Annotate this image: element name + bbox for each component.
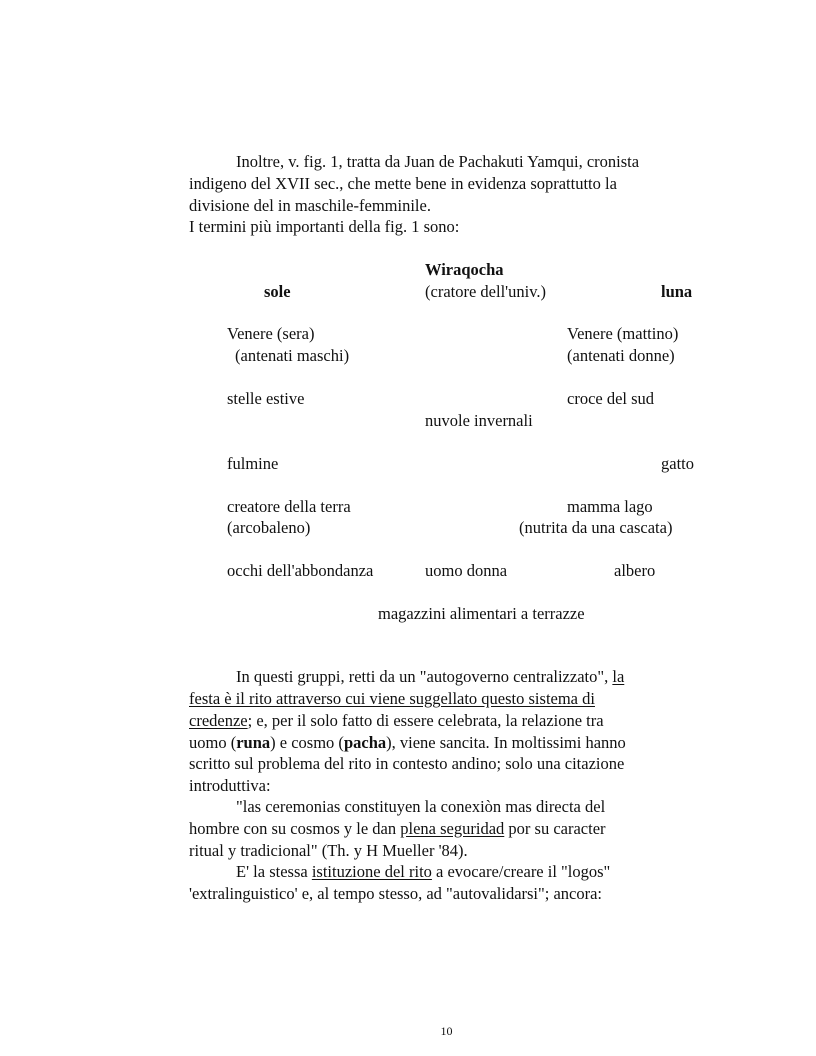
para2-line-6: introduttiva:	[189, 776, 271, 795]
figure-gatto: gatto	[661, 454, 694, 473]
figure-nuvole-invernali: nuvole invernali	[425, 411, 533, 430]
figure-luna: luna	[661, 282, 693, 301]
figure-antenati-maschi: (antenati maschi)	[235, 346, 350, 365]
para3-line-2: 'extralinguistico' e, al tempo stesso, ad "autovalidarsi"; ancora:	[189, 884, 603, 903]
intro-line-3: divisione del in maschile-femminile.	[189, 196, 431, 215]
figure-sole: sole	[264, 282, 291, 301]
para3-line-1: E' la stessa istituzione del rito a evocare/creare il "logos"	[236, 862, 611, 881]
figure-antenati-donne: (antenati donne)	[567, 346, 675, 365]
para2-line-4: uomo (runa) e cosmo (pacha), viene sancita. In moltissimi hanno	[189, 733, 626, 752]
figure-venere-mattino: Venere (mattino)	[567, 324, 679, 343]
figure-stelle-estive: stelle estive	[227, 389, 305, 408]
figure-uomo-donna: uomo donna	[425, 561, 508, 580]
para2-line-1: In questi gruppi, retti da un "autogoverno centralizzato", la	[236, 667, 625, 686]
figure-creatore-terra: creatore della terra	[227, 497, 351, 516]
page-number: 10	[440, 1024, 453, 1038]
intro-line-2: indigeno del XVII sec., che mette bene in evidenza soprattutto la	[189, 174, 617, 193]
quote-line-2: hombre con su cosmos y le dan plena seguridad por su caracter	[189, 819, 606, 838]
figure-venere-sera: Venere (sera)	[227, 324, 315, 343]
intro-line-4: I termini più importanti della fig. 1 sono:	[189, 217, 460, 236]
figure-arcobaleno: (arcobaleno)	[227, 518, 311, 537]
para2-line-3: credenze; e, per il solo fatto di essere celebrata, la relazione tra	[189, 711, 604, 730]
figure-nutrita: (nutrita da una cascata)	[519, 518, 673, 537]
figure-cratore: (cratore dell'univ.)	[425, 282, 547, 301]
para2-line-5: scritto sul problema del rito in contesto andino; solo una citazione	[189, 754, 625, 773]
figure-albero: albero	[614, 561, 656, 580]
para2-line-2: festa è il rito attraverso cui viene suggellato questo sistema di	[189, 689, 595, 708]
quote-line-3: ritual y tradicional" (Th. y H Mueller '84).	[189, 841, 468, 860]
figure-magazzini: magazzini alimentari a terrazze	[378, 604, 585, 623]
figure-croce-del-sud: croce del sud	[567, 389, 655, 408]
intro-line-1: Inoltre, v. fig. 1, tratta da Juan de Pachakuti Yamqui, cronista	[236, 152, 640, 171]
figure-wiraqocha: Wiraqocha	[425, 260, 504, 279]
figure-mamma-lago: mamma lago	[567, 497, 653, 516]
quote-line-1: "las ceremonias constituyen la conexiòn mas directa del	[236, 797, 606, 816]
figure-occhi: occhi dell'abbondanza	[227, 561, 374, 580]
figure-fulmine: fulmine	[227, 454, 279, 473]
